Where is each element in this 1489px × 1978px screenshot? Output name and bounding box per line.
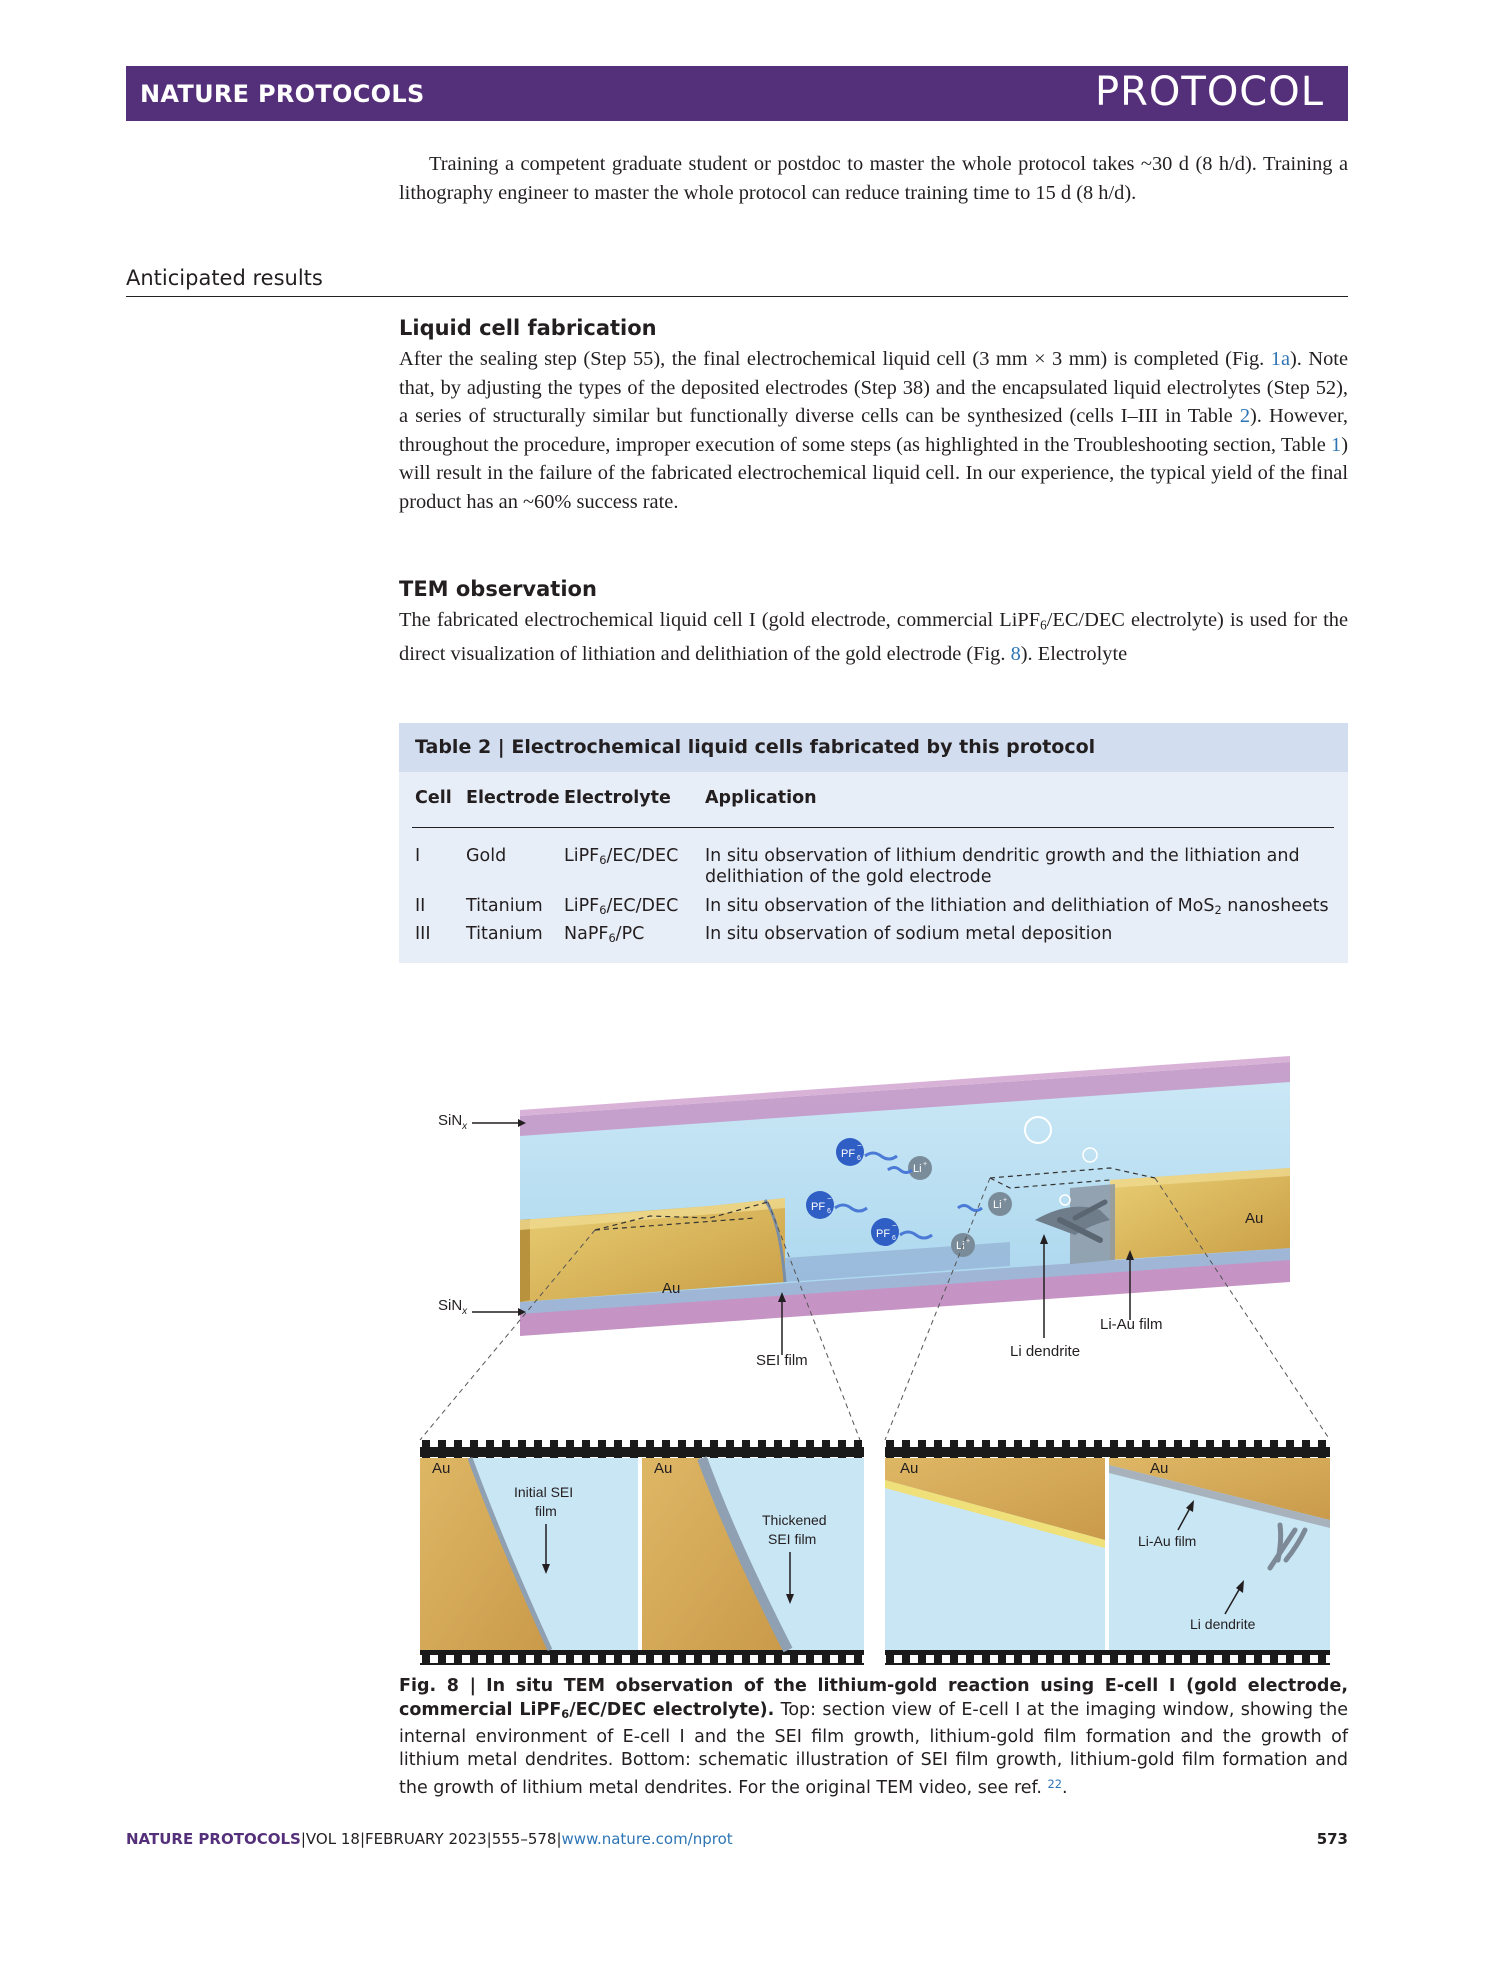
label-sinx-top xyxy=(438,1112,526,1132)
journal-name: NATURE PROTOCOLS xyxy=(140,80,425,108)
label-au-left: Au xyxy=(662,1280,681,1297)
ref-table-1[interactable]: 1 xyxy=(1331,433,1342,456)
footer-volume: VOL 18 xyxy=(305,1830,360,1848)
footer-pages: 555–578 xyxy=(491,1830,557,1848)
ref-fig-8[interactable]: 8 xyxy=(1010,642,1021,665)
svg-text:PF: PF xyxy=(811,1201,826,1213)
svg-text:PF: PF xyxy=(841,1148,856,1160)
ref-table-2[interactable]: 2 xyxy=(1239,405,1251,427)
figure-8-caption: Fig. 8 | In situ TEM observation of the lithium-gold reaction using E-cell I (gold electrode, commercial LiPF$_6$/EC/DEC electrolyte). Top: section view of E-cell I at the imaging window, showing the internal environment of E-cell I and the SEI film growth, lithium-gold film formation and the growth of lithium metal dendrites. Bottom: schematic illustration of SEI film growth, lithium-gold film formation and the growth of lithium metal dendrites. For the original TEM video, see ref. $^{22}$. xyxy=(399,1676,1349,1798)
svg-text:SiNx: SiN$_x$ xyxy=(438,1297,468,1317)
caption-label: Fig. 8 | xyxy=(399,1676,477,1696)
film-strip-right xyxy=(885,1440,1330,1665)
section-title: Anticipated results xyxy=(126,266,323,290)
article-type: PROTOCOL xyxy=(1094,69,1324,115)
page-number: 573 xyxy=(1316,1830,1348,1848)
table-row-cell: I xyxy=(415,846,421,866)
label-sinx-bottom xyxy=(438,1297,526,1317)
svg-text:PF: PF xyxy=(876,1228,891,1240)
film-strip-left xyxy=(420,1440,864,1665)
panel-label-au: Au xyxy=(900,1460,919,1477)
section-rule xyxy=(126,296,1348,297)
table-header-application: Application xyxy=(705,788,817,808)
svg-text:6: 6 xyxy=(892,1235,896,1242)
table-row-electrolyte: LiPF$_6$/EC/DEC xyxy=(564,896,679,917)
table-header-rule xyxy=(412,827,1334,828)
svg-text:−: − xyxy=(892,1221,897,1230)
table-row-application: In situ observation of lithium dendritic growth and the lithiation and delithiation of the gold electrode xyxy=(705,846,1300,887)
svg-text:+: + xyxy=(1003,1197,1008,1204)
subsection-tem-title: TEM observation xyxy=(399,577,597,601)
svg-text:film: film xyxy=(535,1503,557,1519)
svg-text:Li: Li xyxy=(913,1163,922,1175)
svg-text:6: 6 xyxy=(857,1155,861,1162)
subsection-liquid-cell-title: Liquid cell fabrication xyxy=(399,316,657,340)
tem-paragraph: The fabricated electrochemical liquid cell I (gold electrode, commercial LiPF$_6$/EC/DEC electrolyte) is used for the direct visualization of lithiation and delithiation of the gold electrode (Fig. 8). Electrolyte xyxy=(399,609,1348,665)
footer-date: FEBRUARY 2023 xyxy=(365,1830,487,1848)
table-row-cell: II xyxy=(415,896,426,916)
table-row-application: In situ observation of sodium metal deposition xyxy=(705,924,1113,944)
table-label: Table 2 | xyxy=(415,736,505,758)
table-2 xyxy=(399,723,1348,963)
panel-label-au: Au xyxy=(432,1460,451,1477)
table-row-electrode: Gold xyxy=(466,846,507,866)
table-title: Electrochemical liquid cells fabricated by this protocol xyxy=(511,736,1096,758)
liquid-cell-paragraph: After the sealing step (Step 55), the final electrochemical liquid cell (3 mm × 3 mm) is completed (Fig. 1a). Note that, by adjusting the types of the deposited electrodes (Step 38) and the encapsulated liquid electrolytes (Step 52), a series of structurally similar but functionally diverse cells can be synthesized (cells I–III in Table 2). However, throughout the procedure, improper execution of some steps (as highlighted in the Troubleshooting section, Table 1) will result in the failure of the fabricated electrochemical liquid cell. In our experience, the typical yield of the final product has an ~60% success rate. xyxy=(399,348,1349,513)
panel-label-au: Au xyxy=(654,1460,673,1477)
svg-text:Li-Au film: Li-Au film xyxy=(1100,1316,1163,1333)
table-row-electrolyte: NaPF$_6$/PC xyxy=(564,924,645,945)
svg-text:−: − xyxy=(857,1141,862,1150)
svg-text:−: − xyxy=(827,1194,832,1203)
figure-8-schematic xyxy=(410,1020,1340,1665)
svg-text:Li dendrite: Li dendrite xyxy=(1010,1343,1081,1360)
table-title-bar xyxy=(399,723,1348,772)
ref-22[interactable]: 22 xyxy=(1047,1776,1063,1791)
svg-text:SEI film: SEI film xyxy=(768,1531,817,1547)
ref-fig-1a[interactable]: 1a xyxy=(1270,348,1290,370)
table-row-application: In situ observation of the lithiation and delithiation of MoS$_2$ nanosheets xyxy=(705,896,1329,917)
svg-text:Thickened: Thickened xyxy=(762,1512,827,1528)
svg-text:+: + xyxy=(923,1161,928,1168)
caption-text: Top: section view of E-cell I at the imaging window, showing the internal environment of E-cell I and the SEI film growth, lithium-gold film formation and the growth of lithium metal dendrites. Bottom: schematic illustration of SEI film growth, lithium-gold film formation and the growth of lithium metal dendrites. For the original TEM video, see ref. xyxy=(399,1699,1349,1798)
footer-url[interactable]: www.nature.com/nprot xyxy=(561,1830,733,1848)
svg-text:+: + xyxy=(966,1238,971,1245)
table-row-electrode: Titanium xyxy=(466,896,543,916)
footer-journal: NATURE PROTOCOLS xyxy=(126,1830,301,1848)
svg-text:Li dendrite: Li dendrite xyxy=(1190,1616,1256,1632)
svg-text:SiNx: SiN$_x$ xyxy=(438,1112,468,1132)
svg-text:Li-Au film: Li-Au film xyxy=(1138,1533,1197,1549)
table-header-electrolyte: Electrolyte xyxy=(564,788,671,808)
table-row-electrolyte: LiPF$_6$/EC/DEC xyxy=(564,846,679,867)
table-header-cell: Cell xyxy=(415,788,452,808)
table-header-electrode: Electrode xyxy=(466,788,560,808)
svg-text:Li: Li xyxy=(993,1199,1002,1211)
table-row-electrode: Titanium xyxy=(466,924,543,944)
panel-label-au: Au xyxy=(1150,1460,1169,1477)
svg-text:Initial SEI: Initial SEI xyxy=(514,1484,574,1500)
caption-title: In situ TEM observation of the lithium-gold reaction using E-cell I (gold electrode, commercial LiPF$_6$/EC/DEC electrolyte). xyxy=(399,1676,1348,1721)
svg-text:6: 6 xyxy=(827,1208,831,1215)
intro-paragraph: Training a competent graduate student or postdoc to master the whole protocol takes ~30 d (8 h/d). Training a lithography engineer to master the whole protocol can reduce training time to 15 d (8 h/d). xyxy=(399,153,1348,204)
page-footer: NATURE PROTOCOLS|VOL 18|FEBRUARY 2023|555–578|www.nature.com/nprot 573 xyxy=(126,1830,1348,1848)
journal-header xyxy=(126,66,1348,121)
label-au-right: Au xyxy=(1245,1210,1264,1227)
table-row-cell: III xyxy=(415,924,431,944)
svg-text:SEI film: SEI film xyxy=(756,1352,808,1369)
svg-text:Li: Li xyxy=(956,1240,965,1252)
